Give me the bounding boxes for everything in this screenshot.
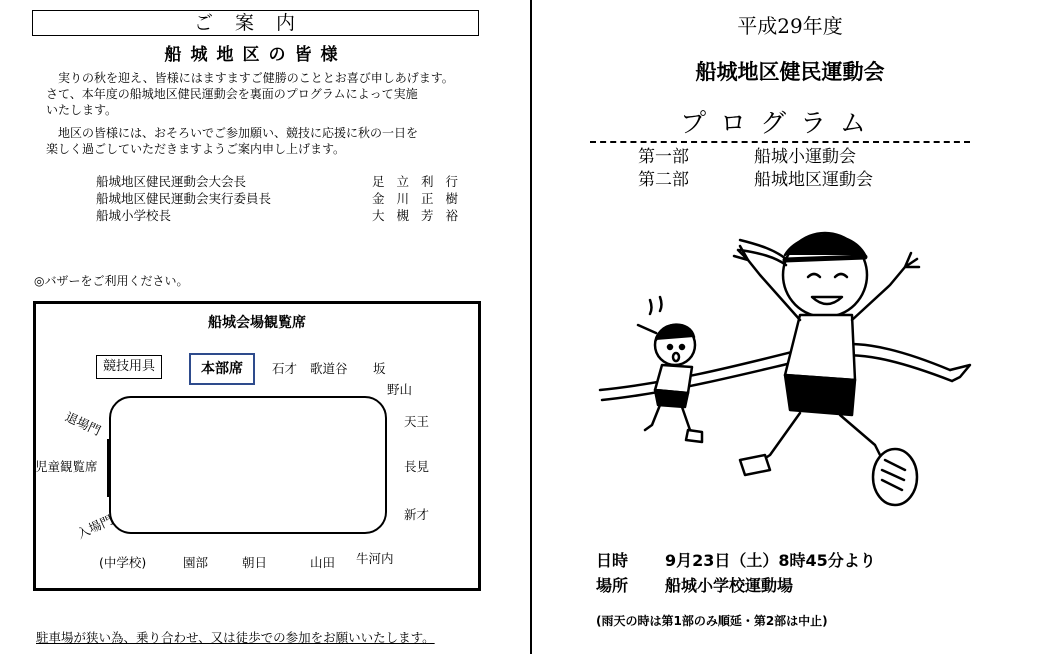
- intro-line: 実りの秋を迎え、皆様にはますますご健勝のこととお喜び申しあげます。: [46, 71, 454, 85]
- seat-map: [33, 301, 481, 591]
- area-label: 園部: [183, 555, 209, 570]
- invitation-paragraph: [46, 125, 486, 157]
- parking-note: 駐車場が狭い為、乗り合わせ、又は徒歩での参加をお願いいたします。: [36, 630, 435, 645]
- part-name: 船城地区運動会: [754, 170, 873, 190]
- child-seats-label: 児童観覧席: [35, 459, 98, 474]
- era-year: 平成29年度: [737, 14, 843, 38]
- area-label: 天王: [404, 414, 430, 429]
- area-label: 新才: [404, 507, 430, 522]
- event-title: 船城地区健民運動会: [695, 60, 885, 84]
- greeting-heading: 船城地区の皆様: [164, 45, 347, 65]
- place-value: 船城小学校運動場: [665, 576, 794, 595]
- intro-line: さて、本年度の船城地区健民運動会を裏面のプログラムによって実施: [46, 87, 418, 101]
- signer-title: 船城地区健民運動会実行委員長: [96, 191, 272, 206]
- part-label: 第一部: [638, 147, 689, 167]
- area-label: 牛河内: [356, 551, 394, 566]
- seat-map-title: 船城会場観覧席: [208, 315, 306, 331]
- area-label: 歌道谷: [310, 361, 348, 376]
- part-label: 第二部: [638, 170, 689, 190]
- area-label: 野山: [387, 382, 413, 397]
- date-label: 日時: [596, 551, 629, 570]
- rain-note: (雨天の時は第1部のみ順延・第2部は中止): [596, 614, 828, 628]
- area-label: 朝日: [242, 555, 268, 570]
- area-label: (中学校): [99, 555, 147, 570]
- bazaar-note: ◎バザーをご利用ください。: [34, 274, 189, 288]
- running-track: [109, 396, 387, 534]
- area-label: 坂: [373, 361, 386, 376]
- invitation-line: 楽しく過ごしていただきますようご案内申し上げます。: [46, 142, 346, 156]
- page-divider: [530, 0, 532, 654]
- intro-paragraph: [46, 70, 486, 118]
- entry-gate-label: 入場門: [74, 511, 116, 542]
- part-name: 船城小運動会: [754, 147, 856, 167]
- area-label: 山田: [310, 555, 336, 570]
- headquarters-seat: 本部席: [189, 353, 255, 385]
- signer-name: 大槻芳裕: [372, 208, 471, 223]
- notice-heading: ご案内: [32, 10, 479, 36]
- exit-gate-label: 退場門: [62, 408, 104, 439]
- intro-line: いたします。: [46, 103, 118, 117]
- signer-title: 船城小学校長: [96, 208, 172, 223]
- gate-marker: [107, 439, 110, 497]
- program-title: プログラム: [680, 109, 880, 139]
- date-value: 9月23日（土）8時45分より: [665, 551, 876, 570]
- equipment-area: 競技用具: [96, 355, 162, 379]
- area-label: 石才: [272, 361, 298, 376]
- invitation-line: 地区の皆様には、おそろいでご参加願い、競技に応援に秋の一日を: [46, 126, 419, 140]
- place-label: 場所: [596, 576, 629, 595]
- area-label: 長見: [404, 459, 430, 474]
- signer-title: 船城地区健民運動会大会長: [96, 174, 247, 189]
- running-children-illustration: [590, 215, 980, 515]
- signer-name: 足立利行: [372, 174, 471, 189]
- signer-name: 金川正樹: [372, 191, 471, 206]
